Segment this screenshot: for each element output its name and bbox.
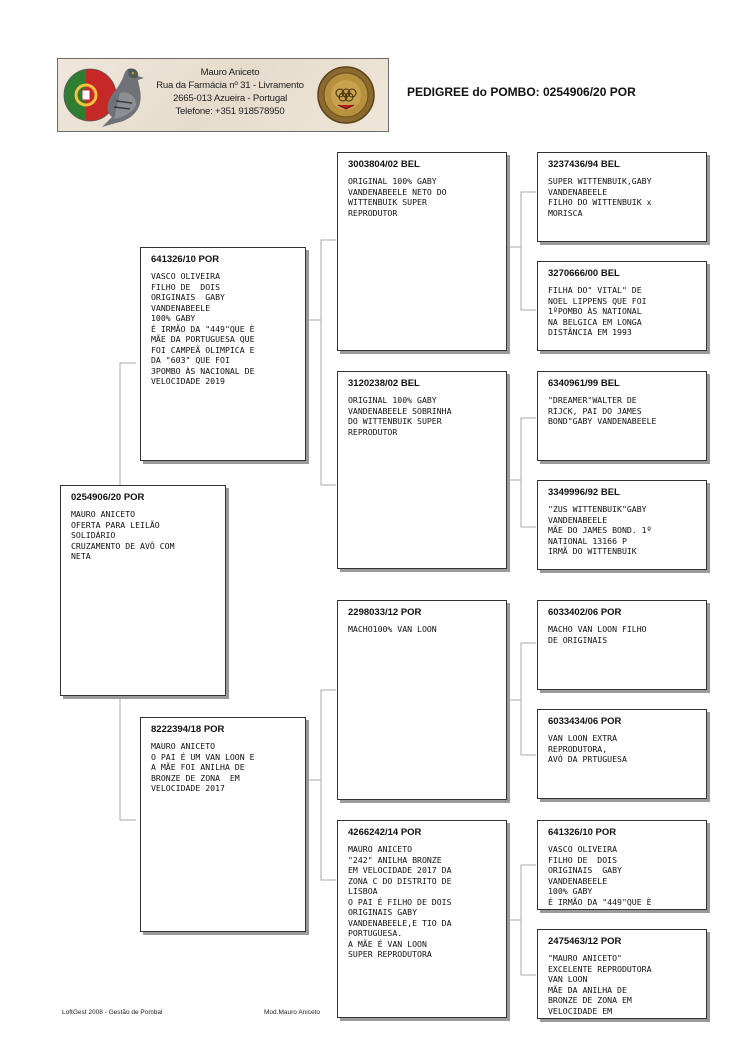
pigeon-card-dam-dam[interactable] [337, 820, 507, 1018]
ring-number: 3003804/02 BEL [348, 159, 420, 170]
ring-number: 3349996/92 BEL [548, 487, 620, 498]
ring-number: 3237436/94 BEL [548, 159, 620, 170]
pigeon-info: FILHA DO" VITAL" DE NOEL LIPPENS QUE FOI 1ºPOMBO ÀS NATIONAL NA BELGICA EM LONGA DISTÂNCIA EM 1993 [548, 285, 647, 337]
owner-phone: Telefone: +351 918578950 [175, 106, 285, 117]
pigeon-card-sd-dam[interactable] [537, 480, 707, 570]
pigeon-card-sd-sire[interactable] [537, 371, 707, 461]
pigeon-info: VASCO OLIVEIRA FILHO DE DOIS ORIGINAIS GABY VANDENABEELE 100% GABY É IRMÃO DA "449"QUE È MÃE DA PORTUGUESA QUE FOI CAMPEÃ OLIMPICA E DA "603" QUE FOI 3POMBO ÀS NACIONAL DE VELOCIDADE 2019 [151, 271, 255, 386]
ring-number: 4266242/14 POR [348, 827, 422, 838]
connector-dam-grandparents [306, 690, 336, 880]
ring-number: 8222394/18 POR [151, 724, 225, 735]
owner-address: Rua da Farmácia nº 31 - Livramento [156, 80, 304, 91]
footer-model: Mod.Mauro Aniceto [264, 1009, 321, 1016]
pigeon-card-ss-dam[interactable] [537, 261, 707, 351]
ring-number: 3270666/00 BEL [548, 268, 620, 279]
pigeon-info: VAN LOON EXTRA REPRODUTORA, AVÓ DA PRTUGUESA [548, 733, 627, 764]
pigeon-info: ORIGINAL 100% GABY VANDENABEELE SOBRINHA DO WITTENBUIK SUPER REPRODUTOR [348, 395, 452, 437]
ring-number: 2298033/12 POR [348, 607, 422, 618]
pigeon-info: MAURO ANICETO OFERTA PARA LEILÃO SOLIDÁRIO CRUZAMENTO DE AVÔ COM NETA [71, 509, 175, 561]
ring-number: 641326/10 POR [151, 254, 220, 265]
ring-number: 6033434/06 POR [548, 716, 622, 727]
connector-ds-greatgrandparents [506, 643, 536, 755]
pigeon-card-ss-sire[interactable] [537, 152, 707, 242]
ring-number: 6033402/06 POR [548, 607, 622, 618]
pigeon-info: VASCO OLIVEIRA FILHO DE DOIS ORIGINAIS GABY VANDENABEELE 100% GABY É IRMÃO DA "449"QUE È [548, 844, 652, 907]
pigeon-card-sire-dam[interactable] [337, 371, 507, 569]
pigeon-info: MAURO ANICETO O PAI É UM VAN LOON E A MÃE FOI ANILHA DE BRONZE DE ZONA EM VELOCIDADE 2017 [151, 741, 255, 793]
connector-sd-greatgrandparents [506, 418, 536, 527]
connector-ss-greatgrandparents [506, 192, 536, 310]
pigeon-card-sire-sire[interactable] [337, 152, 507, 351]
footer-software: LoftGest 2008 - Gestão de Pombal [62, 1009, 163, 1016]
connector-sire-grandparents [306, 240, 336, 485]
ring-number: 0254906/20 POR [71, 492, 145, 503]
ring-number: 641326/10 POR [548, 827, 617, 838]
pigeon-card-ds-dam[interactable] [537, 709, 707, 799]
page-title: PEDIGREE do POMBO: 0254906/20 POR [407, 85, 636, 99]
pigeon-info: "DREAMER"WALTER DE RIJCK, PAI DO JAMES BOND"GABY VANDENABEELE [548, 395, 657, 426]
pigeon-info: MACHO100% VAN LOON [348, 624, 437, 634]
pigeon-info: "MAURO ANICETO" EXCELENTE REPRODUTORA VAN LOON MÃE DA ANILHA DE BRONZE DE ZONA EM VELOCIDADE EM [548, 953, 652, 1016]
owner-name: Mauro Aniceto [200, 67, 260, 78]
pigeon-card-dam-sire[interactable] [337, 600, 507, 800]
ring-number: 6340961/99 BEL [548, 378, 620, 389]
pigeon-info: "ZUS WITTENBUIK"GABY VANDENABEELE MÃE DO JAMES BOND. 1º NATIONAL 13166 P IRMÃ DO WITTENBUIK [548, 504, 652, 556]
pigeon-card-ds-sire[interactable] [537, 600, 707, 690]
pigeon-info: MAURO ANICETO "242" ANILHA BRONZE EM VELOCIDADE 2017 DA ZONA C DO DISTRITO DE LISBOA O PAI É FILHO DE DOIS ORIGINAIS GABY VANDENABEELE,E TIO DA PORTUGUESA. A MÃE É VAN LOON SUPER REPRODUTORA [348, 844, 452, 959]
pigeon-card-dam[interactable] [140, 717, 306, 932]
pigeon-info: SUPER WITTENBUIK,GABY VANDENABEELE FILHO DO WITTENBUIK x MORISCA [548, 176, 652, 218]
pigeon-card-dd-sire[interactable] [537, 820, 707, 910]
pigeon-card-subject[interactable] [60, 485, 226, 696]
ring-number: 2475463/12 POR [548, 936, 622, 947]
pigeon-card-sire[interactable] [140, 247, 306, 461]
connector-dd-greatgrandparents [506, 865, 536, 975]
pigeon-info: ORIGINAL 100% GABY VANDENABEELE NETO DO WITTENBUIK SUPER REPRODUTOR [348, 176, 447, 218]
ring-number: 3120238/02 BEL [348, 378, 420, 389]
pigeon-card-dd-dam[interactable] [537, 929, 707, 1019]
owner-postal: 2665-013 Azueira - Portugal [172, 93, 288, 104]
pigeon-info: MACHO VAN LOON FILHO DE ORIGINAIS [548, 624, 647, 645]
